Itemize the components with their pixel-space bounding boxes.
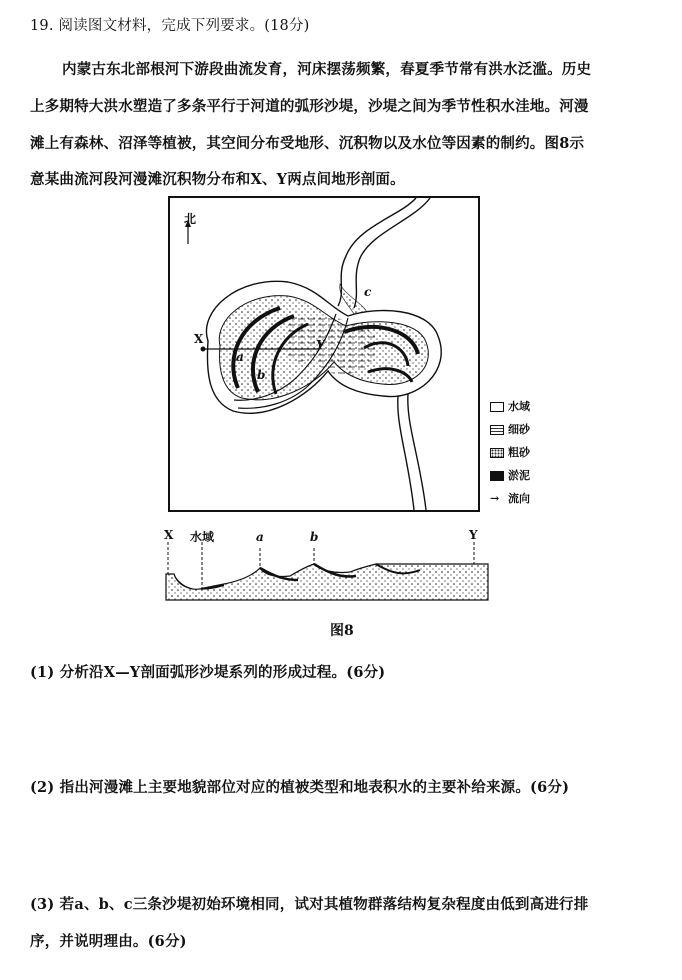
water-swatch-icon bbox=[490, 402, 504, 412]
paragraph-line: 上多期特大洪水塑造了多条平行于河道的弧形沙堤，沙堤之间为季节性积水洼地。河漫 bbox=[30, 98, 589, 115]
map-label-b: b bbox=[257, 368, 266, 382]
fine-sand-swatch-icon bbox=[490, 425, 504, 435]
subquestion-3-cont: 序，并说明理由。(6分) bbox=[30, 933, 187, 950]
section-label-a: a bbox=[256, 530, 264, 544]
subquestion-3: (3) 若a、b、c三条沙堤初始环境相同，试对其植物群落结构复杂程度由低到高进行排 bbox=[30, 896, 589, 913]
section-label-x: X bbox=[164, 528, 174, 542]
subquestion-2: (2) 指出河漫滩上主要地貌部位对应的植被类型和地表积水的主要补给来源。(6分) bbox=[30, 779, 570, 796]
question-header: 19. 阅读图文材料，完成下列要求。(18分) bbox=[30, 18, 310, 34]
paragraph-line: 内蒙古东北部根河下游段曲流发育，河床摆荡频繁，春夏季节常有洪水泛滥。历史 bbox=[62, 61, 592, 78]
north-label: 北 bbox=[184, 212, 197, 226]
legend-item-silt bbox=[490, 467, 530, 483]
legend-label: 粗砂 bbox=[508, 446, 530, 459]
figure-caption: 图8 bbox=[330, 623, 354, 639]
map-label-y: Y bbox=[316, 338, 325, 352]
cross-section bbox=[164, 540, 490, 606]
paragraph-line: 滩上有森林、沼泽等植被，其空间分布受地形、沉积物以及水位等因素的制约。图8示 bbox=[30, 135, 585, 152]
section-label-y: Y bbox=[469, 528, 478, 542]
map-label-x: X bbox=[194, 332, 204, 346]
legend-item-fine-sand bbox=[490, 421, 530, 437]
floodplain-map bbox=[168, 196, 480, 512]
coarse-sand-swatch-icon bbox=[490, 448, 504, 458]
map-label-a: a bbox=[236, 350, 244, 364]
legend-item-flow bbox=[490, 490, 530, 506]
legend-label: 水域 bbox=[508, 400, 530, 413]
section-label-b: b bbox=[310, 530, 319, 544]
legend-label: 流向 bbox=[508, 492, 530, 505]
subquestion-1: (1) 分析沿X—Y剖面弧形沙堤系列的形成过程。(6分) bbox=[30, 664, 386, 681]
section-label-water: 水域 bbox=[190, 530, 215, 544]
legend-label: 细砂 bbox=[508, 423, 530, 436]
legend-item-coarse-sand bbox=[490, 444, 530, 460]
legend-item-water bbox=[490, 398, 530, 414]
flow-arrow-icon: → bbox=[490, 492, 500, 505]
legend-label: 淤泥 bbox=[508, 469, 530, 482]
paragraph-line: 意某曲流河段河漫滩沉积物分布和X、Y两点间地形剖面。 bbox=[30, 171, 405, 188]
map-label-c: c bbox=[364, 285, 372, 299]
silt-swatch-icon bbox=[490, 471, 504, 481]
